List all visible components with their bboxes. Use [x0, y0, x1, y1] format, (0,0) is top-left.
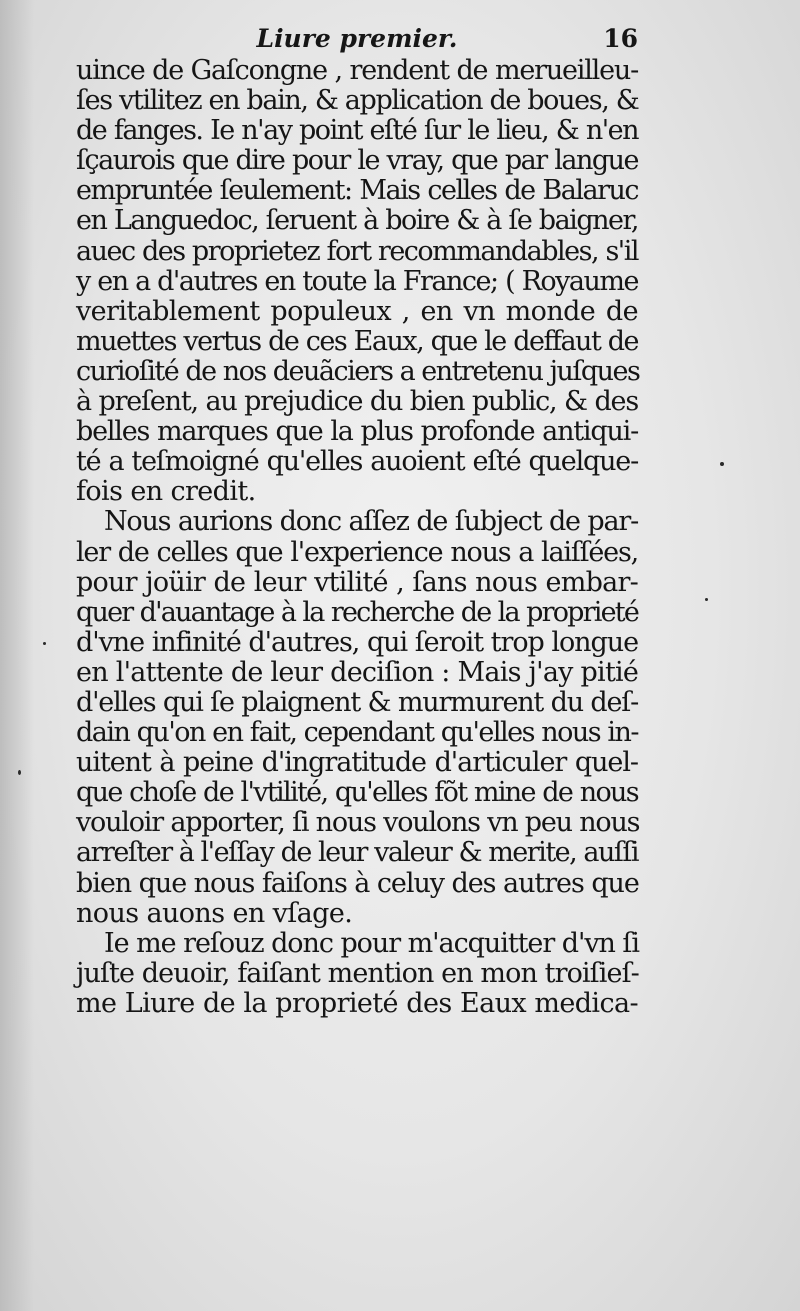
text-line: ſes vtilitez en bain, & application de boues, & [76, 85, 639, 117]
text-line: y en a d'autres en toute la France; ( Royaume [76, 265, 638, 297]
text-line: dain qu'on en fait, cependant qu'elles nous in- [76, 717, 638, 749]
running-title: Liure premier. [256, 24, 458, 53]
body-text [76, 56, 638, 1019]
text-line: té a teſmoigné qu'elles auoient eſté quelque- [76, 446, 638, 478]
ink-speck [43, 642, 46, 645]
text-line: empruntée ſeulement: Mais celles de Balaruc [76, 175, 638, 207]
text-line: vouloir apporter, ſi nous voulons vn peu nous [76, 807, 640, 839]
text-line: arreſter à l'eſſay de leur valeur & merite, auſſi [76, 837, 638, 869]
text-line: nous auons en vſage. [76, 897, 353, 929]
text-line: juſte deuoir, faiſant mention en mon troiſieſ- [76, 957, 639, 989]
text-line: uitent à peine d'ingratitude d'articuler quel- [76, 747, 638, 779]
ink-speck [720, 462, 724, 466]
text-line: bien que nous faiſons à celuy des autres que [76, 867, 639, 899]
text-line: auec des proprietez fort recommandables, s'il [76, 235, 638, 267]
text-line: ler de celles que l'experience nous a laiſſées, [76, 536, 638, 568]
text-line: curioſité de nos deuãciers a entretenu juſques [76, 355, 640, 387]
text-line: Nous aurions donc aſſez de ſubject de par- [104, 506, 638, 538]
running-head [76, 22, 638, 56]
text-line: en Languedoc, ſeruent à boire & à ſe baigner, [76, 205, 638, 237]
page-number: 16 [603, 24, 638, 53]
text-line: en l'attente de leur deciſion : Mais j'ay pitié [76, 656, 639, 688]
text-line: d'vne infinité d'autres, qui ſeroit trop longue [76, 626, 638, 658]
binding-shadow [0, 0, 34, 1311]
text-line: me Liure de la proprieté des Eaux medica- [76, 987, 638, 1019]
text-line: fois en credit. [76, 476, 256, 508]
text-line: uince de Gaſcongne , rendent de merueilleu- [76, 55, 638, 86]
text-line: Ie me reſouz donc pour m'acquitter d'vn ſi [104, 927, 639, 959]
text-line: que choſe de l'vtilité, qu'elles fõt mine de nous [76, 777, 638, 809]
text-line: muettes vertus de ces Eaux, que le deffaut de [76, 325, 638, 357]
text-line: quer d'auantage à la recherche de la proprieté [76, 596, 638, 628]
text-line: d'elles qui ſe plaignent & murmurent du deſ- [76, 686, 638, 718]
text-line: belles marques que la plus profonde antiqui- [76, 416, 638, 448]
text-line: à preſent, au prejudice du bien public, & des [76, 386, 638, 418]
ink-speck [18, 770, 21, 775]
text-line: pour joüir de leur vtilité , ſans nous embar- [76, 566, 638, 598]
text-line: de fanges. Ie n'ay point eſté ſur le lieu, & n'en [76, 115, 638, 147]
text-line: veritablement populeux , en vn monde de [76, 295, 638, 327]
ink-speck [705, 598, 708, 601]
text-line: ſçaurois que dire pour le vray, que par langue [76, 145, 638, 177]
